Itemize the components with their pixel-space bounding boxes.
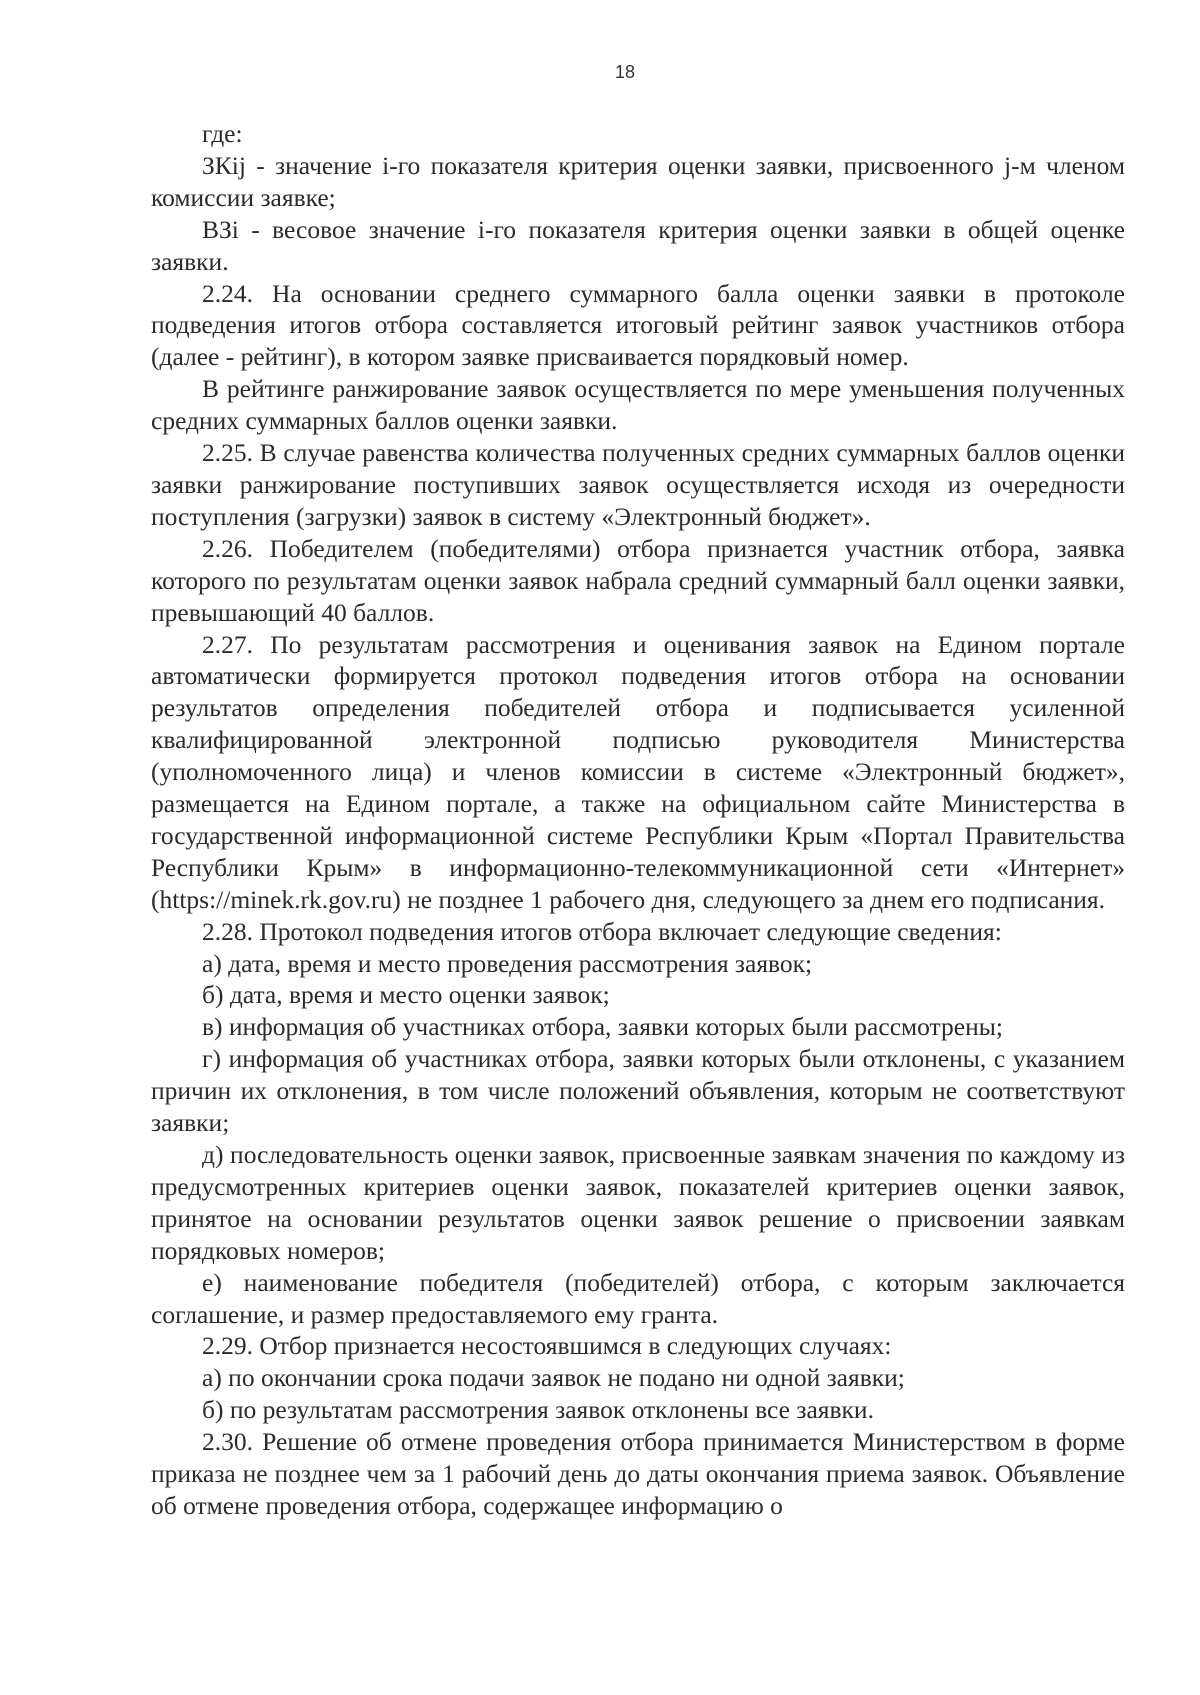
list-item-e: е) наименование победителя (победителей) отбора, с которым заключается соглашение, и размер предоставляемого ему гранта. [151,1267,1125,1329]
list-item-2-29-b: б) по результатам рассмотрения заявок отклонены все заявки. [202,1395,874,1425]
paragraph-2-28: 2.28. Протокол подведения итогов отбора включает следующие сведения: [202,916,1002,946]
list-item-2-29-a: а) по окончании срока подачи заявок не подано ни одной заявки; [202,1363,905,1393]
paragraph-2-27: 2.27. По результатам рассмотрения и оценивания заявок на Едином портале автоматически формируется протокол подведения итогов отбора на основании результатов определения победителей отбора и подписывается усиленной квалифицированной электронной подписью руководителя Министерства (уполномоченного лица) и членов комиссии в системе «Электронный бюджет», размещается на Едином портале, а также на официальном сайте Министерства в государственной информационной системе Республики Крым «Портал Правительства Республики Крым» в информационно-телекоммуникационной сети «Интернет» (https://minek.rk.gov.ru) не позднее 1 рабочего дня, следующего за днем его подписания. [151,629,1125,914]
list-item-a: а) дата, время и место проведения рассмотрения заявок; [202,948,813,978]
paragraph-ranking: В рейтинге ранжирование заявок осуществляется по мере уменьшения полученных средних суммарных баллов оценки заявки. [151,374,1125,436]
list-item-d: д) последовательность оценки заявок, присвоенные заявкам значения по каждому из предусмотренных критериев оценки заявок, показателей критериев оценки заявок, принятое на основании результатов оценки заявок решение о присвоении заявкам порядковых номеров; [151,1140,1125,1265]
document-body [151,118,1125,1522]
paragraph-2-26: 2.26. Победителем (победителями) отбора признается участник отбора, заявка которого по результатам оценки заявок набрала средний суммарный балл оценки заявки, превышающий 40 баллов. [151,533,1125,627]
list-item-b: б) дата, время и место оценки заявок; [202,980,610,1010]
paragraph-2-29: 2.29. Отбор признается несостоявшимся в следующих случаях: [202,1331,892,1361]
paragraph-vzi-definition: ВЗi - весовое значение i-го показателя критерия оценки заявки в общей оценке заявки. [151,214,1125,276]
paragraph-zkij-definition: ЗКij - значение i-го показателя критерия оценки заявки, присвоенного j-м членом комиссии заявке; [151,150,1125,212]
paragraph-2-24: 2.24. На основании среднего суммарного балла оценки заявки в протоколе подведения итогов отбора составляется итоговый рейтинг заявок участников отбора (далее - рейтинг), в котором заявке присваивается порядковый номер. [151,278,1125,372]
page-number: 18 [614,62,636,82]
list-item-v: в) информация об участниках отбора, заявки которых были рассмотрены; [202,1012,1003,1042]
paragraph-where: где: [202,119,243,148]
paragraph-2-30: 2.30. Решение об отмене проведения отбора принимается Министерством в форме приказа не позднее чем за 1 рабочий день до даты окончания приема заявок. Объявление об отмене проведения отбора, содержащее информацию о [151,1427,1125,1520]
paragraph-2-25: 2.25. В случае равенства количества полученных средних суммарных баллов оценки заявки ранжирование поступивших заявок осуществляется исходя из очередности поступления (загрузки) заявок в систему «Электронный бюджет». [151,438,1125,531]
list-item-g: г) информация об участниках отбора, заявки которых были отклонены, с указанием причин их отклонения, в том числе положений объявления, которым не соответствуют заявки; [151,1044,1125,1138]
